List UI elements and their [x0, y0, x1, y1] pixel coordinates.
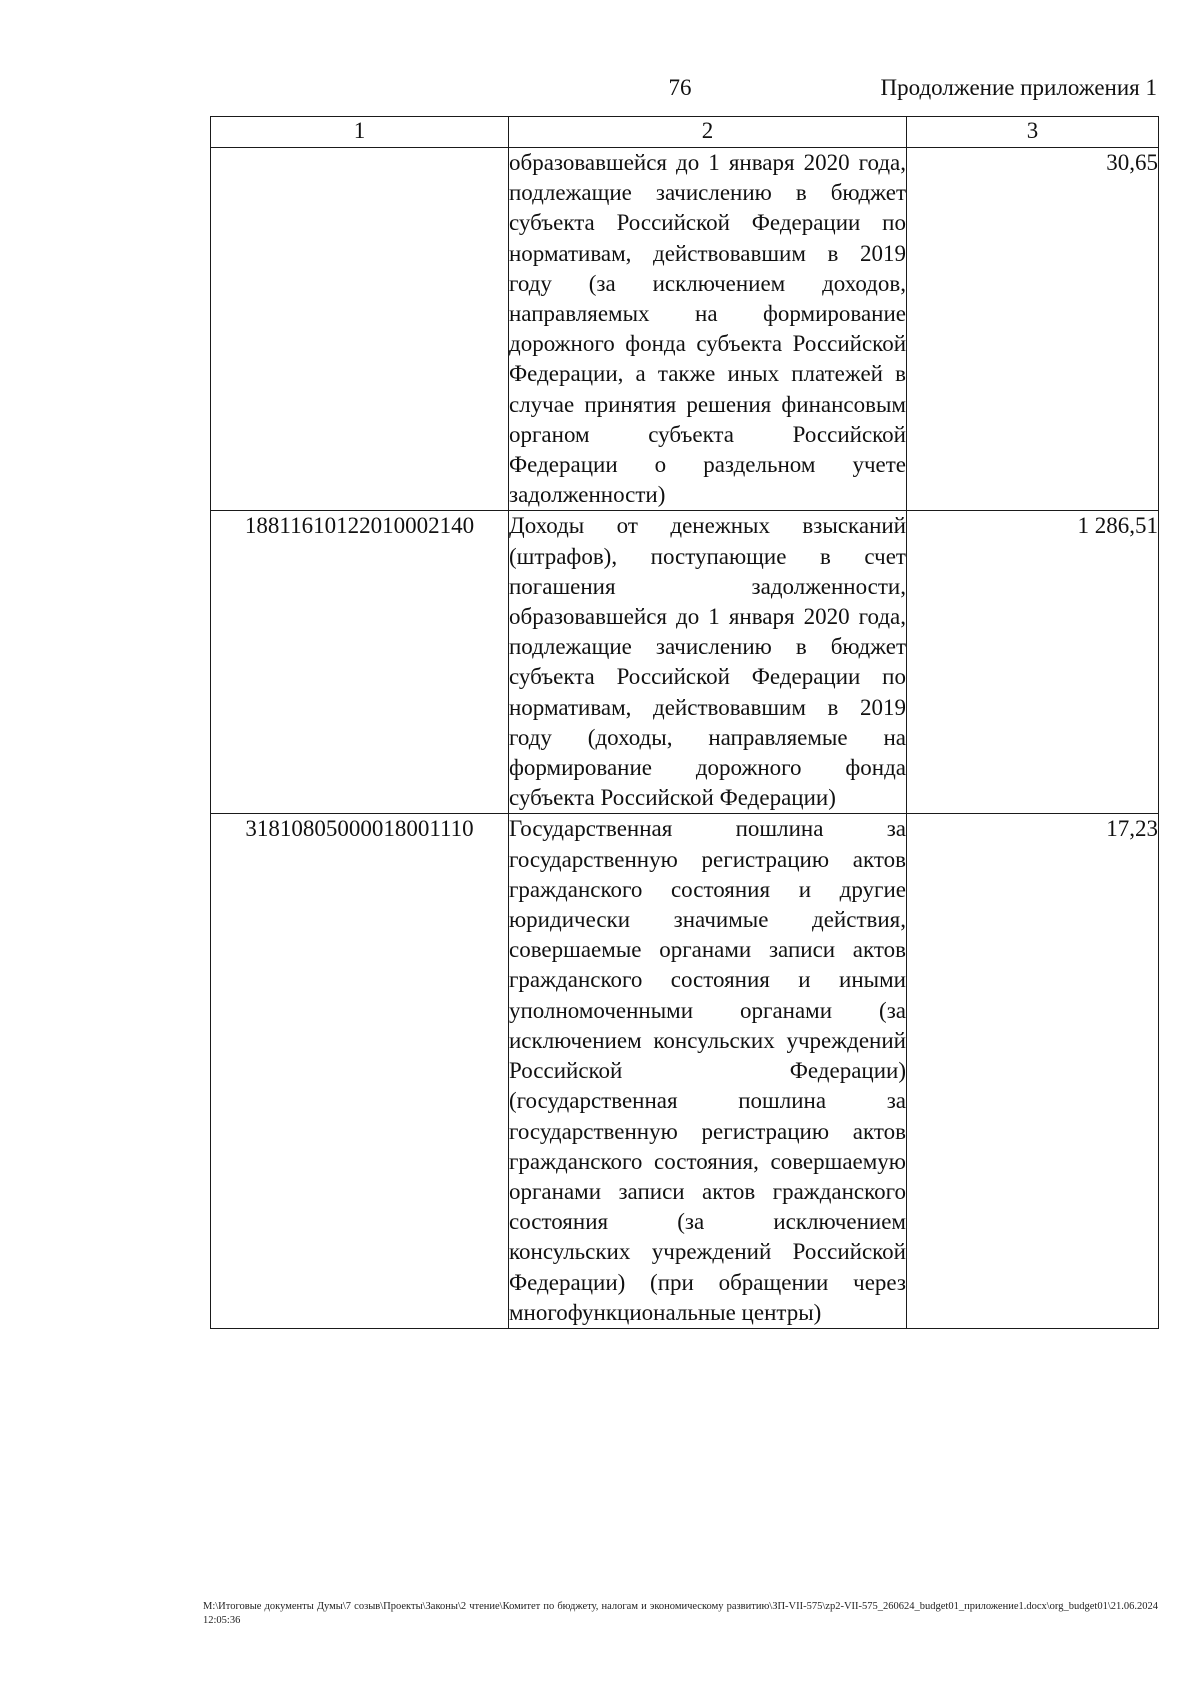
- page-number: 76: [668, 75, 692, 100]
- revenue-table: [210, 116, 1159, 1329]
- code-cell: [211, 148, 509, 511]
- name-cell: Доходы от денежных взысканий (штрафов), поступающие в счет погашения задолженности, образовавшейся до 1 января 2020 года, подлежащие зачислению в бюджет субъекта Российской Федерации по нормативам, действовавшим в 2019 году (доходы, направляемые на формирование дорожного фонда субъекта Российской Федерации): [509, 511, 907, 814]
- table-row: [211, 148, 1159, 511]
- amount-cell: 30,65: [907, 148, 1159, 511]
- continuation-header: Продолжение приложения 1: [880, 75, 1157, 100]
- name-cell: образовавшейся до 1 января 2020 года, подлежащие зачислению в бюджет субъекта Российской Федерации по нормативам, действовавшим в 2019 году (за исключением доходов, направляемых на формирование дорожного фонда субъекта Российской Федерации, а также иных платежей в случае принятия решения финансовым органом субъекта Российской Федерации о раздельном учете задолженности): [509, 148, 907, 511]
- column-header-2: 2: [509, 117, 907, 148]
- file-path-footer: M:\Итоговые документы Думы\7 созыв\Проекты\Законы\2 чтение\Комитет по бюджету, налогам и экономическому развитию\ЗП-VII-575\zp2-VII-575_260624_budget01_приложение1.docx\org_budget01\21.06.2024 12:05:36: [203, 1601, 1158, 1626]
- table-row: [211, 814, 1159, 1328]
- column-header-1: 1: [211, 117, 509, 148]
- amount-cell: 1 286,51: [907, 511, 1159, 814]
- name-cell: Государственная пошлина за государственную регистрацию актов гражданского состояния и другие юридически значимые действия, совершаемые органами записи актов гражданского состояния и иными уполномоченными органами (за исключением консульских учреждений Российской Федерации) (государственная пошлина за государственную регистрацию актов гражданского состояния, совершаемую органами записи актов гражданского состояния (за исключением консульских учреждений Российской Федерации) (при обращении через многофункциональные центры): [509, 814, 907, 1328]
- column-header-3: 3: [907, 117, 1159, 148]
- code-cell: 31810805000018001110: [211, 814, 509, 1328]
- table-header-row: [211, 117, 1159, 148]
- code-cell: 18811610122010002140: [211, 511, 509, 814]
- table-row: [211, 511, 1159, 814]
- amount-cell: 17,23: [907, 814, 1159, 1328]
